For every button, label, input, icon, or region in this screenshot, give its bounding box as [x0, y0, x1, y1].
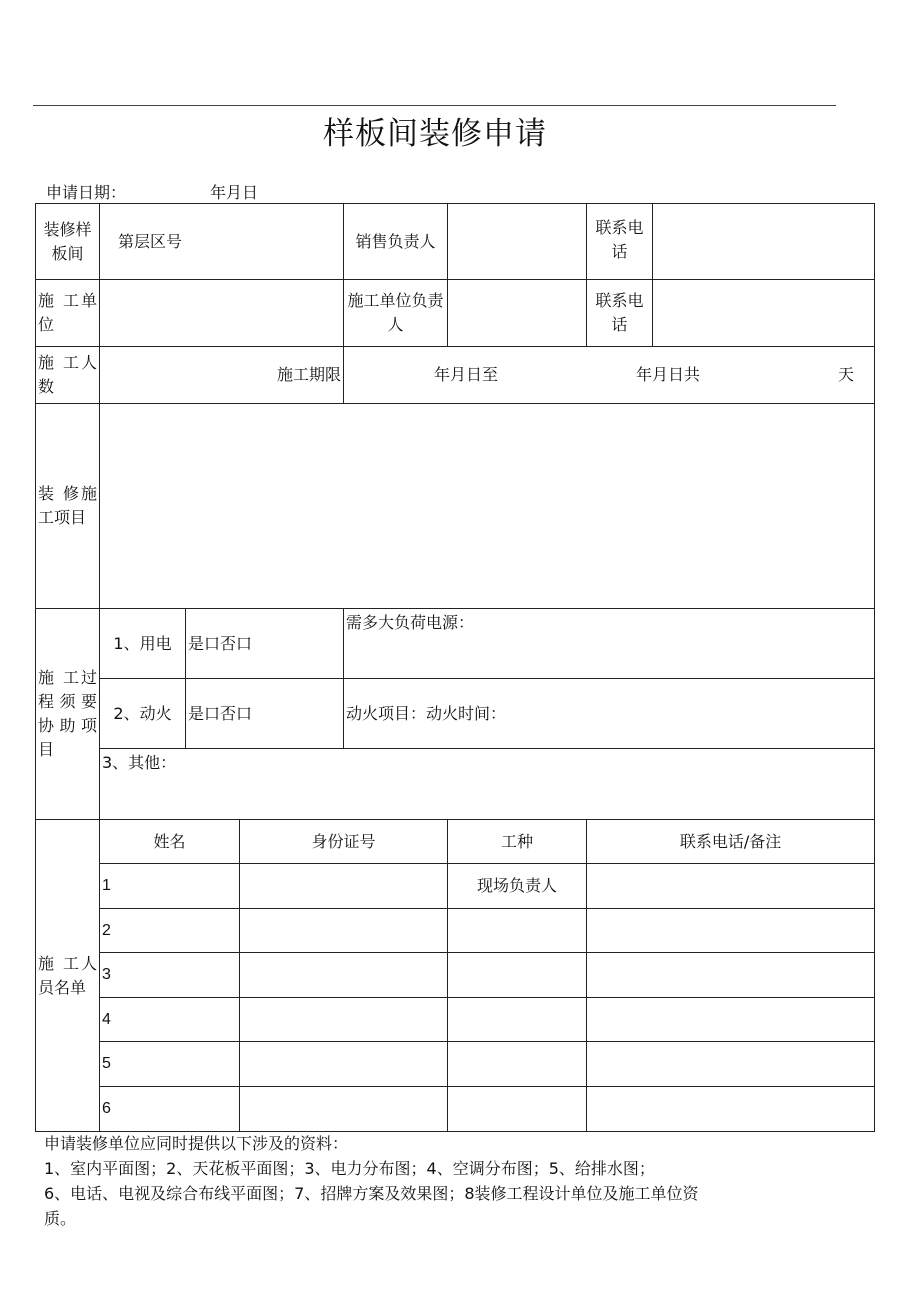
- header-rule: [33, 105, 836, 106]
- fire-choice[interactable]: 是口否口: [186, 679, 344, 749]
- staff-row: [36, 909, 875, 953]
- staff-id[interactable]: [240, 1087, 448, 1132]
- period-unit: 天: [838, 365, 855, 384]
- contractor-leader-field[interactable]: [448, 280, 587, 347]
- notes-line: 6、电话、电视及综合布线平面图；7、招牌方案及效果图；8装修工程设计单位及施工单位资: [44, 1184, 699, 1203]
- sales-manager-label: 销售负责人: [344, 204, 448, 280]
- fire-label: 2、动火: [100, 679, 186, 749]
- staff-no[interactable]: 3: [100, 953, 240, 998]
- staff-type[interactable]: [448, 1087, 587, 1132]
- staff-id[interactable]: [240, 909, 448, 953]
- notes-line: 质。: [44, 1209, 77, 1228]
- staff-type[interactable]: [448, 953, 587, 998]
- notes-line: 1、室内平面图；2、天花板平面图；3、电力分布图；4、空调分布图；5、给排水图；: [44, 1159, 655, 1178]
- items-field[interactable]: [100, 404, 875, 609]
- items-row: [36, 404, 875, 609]
- staff-type[interactable]: [448, 909, 587, 953]
- power-label: 1、用电: [100, 609, 186, 679]
- staff-type[interactable]: [448, 1042, 587, 1087]
- notes-intro: 申请装修单位应同时提供以下涉及的资料：: [44, 1134, 349, 1153]
- contractor-field[interactable]: [100, 280, 344, 347]
- staff-row: [36, 1087, 875, 1132]
- period-to: 年月日共: [636, 365, 701, 384]
- staff-phone[interactable]: [587, 998, 875, 1042]
- staff-header-type: 工种: [448, 820, 587, 864]
- staff-type[interactable]: 现场负责人: [448, 864, 587, 909]
- staff-row: [36, 864, 875, 909]
- staff-id[interactable]: [240, 953, 448, 998]
- fire-note[interactable]: 动火项目：动火时间：: [344, 679, 875, 749]
- contractor-label: 施 工单位: [36, 280, 100, 347]
- contractor-leader-label: 施工单位负责人: [344, 280, 448, 347]
- room-value[interactable]: 第层区号: [100, 204, 344, 280]
- staff-header-row: [36, 820, 875, 864]
- staff-row: [36, 1042, 875, 1087]
- apply-date-value: 年月日: [210, 183, 259, 202]
- staff-header-name: 姓名: [100, 820, 240, 864]
- sales-manager-field[interactable]: [448, 204, 587, 280]
- notes-section: [44, 1131, 824, 1231]
- staff-label: 施 工人员名单: [36, 820, 100, 1132]
- staff-id[interactable]: [240, 864, 448, 909]
- apply-date-label: 申请日期：: [46, 183, 127, 202]
- period-from: 年月日至: [434, 365, 499, 384]
- staff-phone[interactable]: [587, 1087, 875, 1132]
- items-label: 装 修施工项目: [36, 404, 100, 609]
- staff-row: [36, 998, 875, 1042]
- room-phone-label: 联系电话: [587, 204, 653, 280]
- staff-row: [36, 953, 875, 998]
- staff-type[interactable]: [448, 998, 587, 1042]
- power-row: [36, 609, 875, 679]
- other-row: [36, 749, 875, 820]
- staff-no[interactable]: 4: [100, 998, 240, 1042]
- power-note[interactable]: 需多大负荷电源：: [344, 609, 875, 679]
- period-field[interactable]: [344, 347, 875, 404]
- contractor-phone-label: 联系电话: [587, 280, 653, 347]
- other-note[interactable]: 3、其他：: [100, 749, 875, 820]
- application-table: [35, 203, 875, 1132]
- staff-phone[interactable]: [587, 909, 875, 953]
- contractor-phone-field[interactable]: [653, 280, 875, 347]
- staff-id[interactable]: [240, 1042, 448, 1087]
- assist-label: 施 工过程须要协助项目: [36, 609, 100, 820]
- period-label: 施工期限: [100, 347, 344, 404]
- staff-header-id: 身份证号: [240, 820, 448, 864]
- staff-phone[interactable]: [587, 864, 875, 909]
- staff-phone[interactable]: [587, 1042, 875, 1087]
- staff-phone[interactable]: [587, 953, 875, 998]
- workers-row: [36, 347, 875, 404]
- staff-no[interactable]: 2: [100, 909, 240, 953]
- staff-no[interactable]: 5: [100, 1042, 240, 1087]
- room-row: [36, 204, 875, 280]
- room-label: 装修样板间: [36, 204, 100, 280]
- power-choice[interactable]: 是口否口: [186, 609, 344, 679]
- workers-label: 施 工人数: [36, 347, 100, 404]
- fire-row: [36, 679, 875, 749]
- staff-no[interactable]: 6: [100, 1087, 240, 1132]
- staff-id[interactable]: [240, 998, 448, 1042]
- form-title: 样板间装修申请: [323, 116, 547, 152]
- staff-header-phone: 联系电话/备注: [587, 820, 875, 864]
- contractor-row: [36, 280, 875, 347]
- staff-no[interactable]: 1: [100, 864, 240, 909]
- room-phone-field[interactable]: [653, 204, 875, 280]
